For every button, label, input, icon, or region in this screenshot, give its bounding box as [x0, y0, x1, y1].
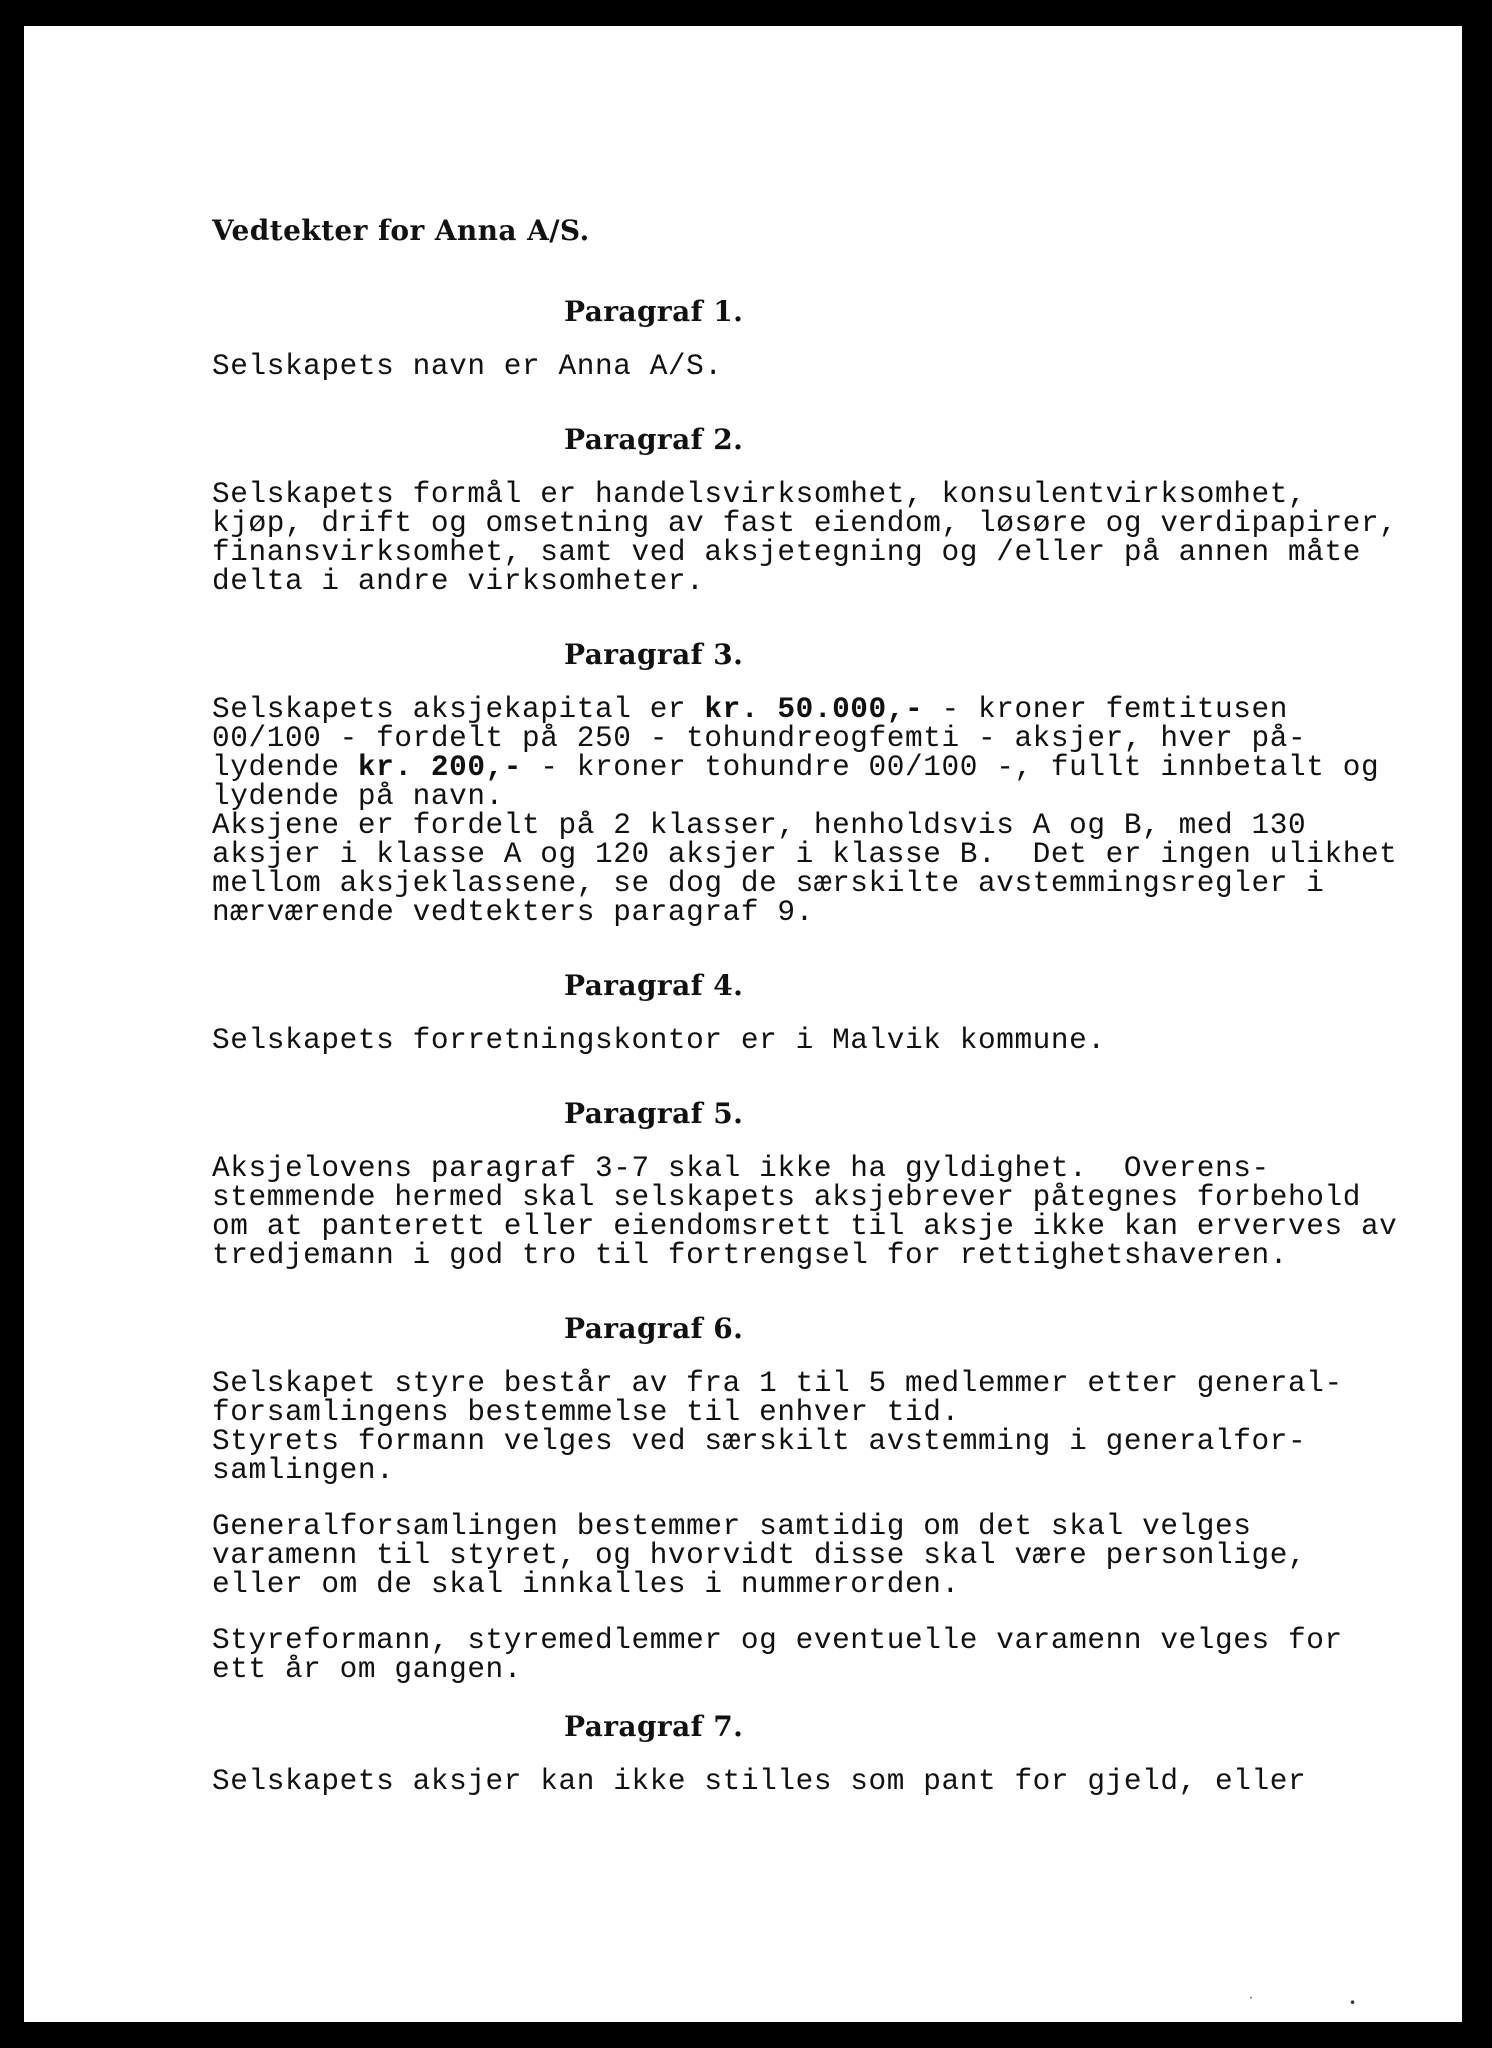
text-line: aksjer i klasse A og 120 aksjer i klasse B. Det er ingen ulikhet: [212, 838, 1398, 871]
blank-line: [212, 1485, 1392, 1512]
section-body-7: [212, 1767, 1392, 1796]
section-heading-7: Paragraf 7.: [564, 1710, 744, 1743]
document-page: [24, 26, 1462, 2022]
text-fragment: Selskapets aksjekapital er: [212, 693, 705, 726]
text-line: varamenn til styret, og hvorvidt disse skal være personlige,: [212, 1539, 1307, 1572]
text-line: delta i andre virksomheter.: [212, 565, 705, 598]
text-line: lydende på navn.: [212, 780, 504, 813]
text-line: Selskapets aksjer kan ikke stilles som pant for gjeld, eller: [212, 1765, 1307, 1798]
text-line: Aksjelovens paragraf 3-7 skal ikke ha gyldighet. Overens-: [212, 1152, 1270, 1185]
section-heading-5: Paragraf 5.: [564, 1097, 744, 1130]
text-line: stemmende hermed skal selskapets aksjebrever påtegnes forbehold: [212, 1181, 1361, 1214]
section-body-2: [212, 478, 1398, 598]
text-line: om at panterett eller eiendomsrett til aksje ikke kan erverves av: [212, 1210, 1398, 1243]
section-heading-1: Paragraf 1.: [564, 295, 744, 328]
scan-speck-icon: ·: [1249, 1991, 1253, 2005]
section-body-4: [212, 1026, 1392, 1055]
capital-amount: kr. 50.000,-: [704, 693, 924, 726]
document-body: [212, 214, 1398, 1840]
text-fragment: - kroner femtitusen: [923, 693, 1289, 726]
text-line: Selskapets formål er handelsvirksomhet, konsulentvirksomhet,: [212, 478, 1307, 511]
text-line: finansvirksomhet, samt ved aksjetegning og /eller på annen måte: [212, 536, 1361, 569]
section-heading-6: Paragraf 6.: [564, 1312, 744, 1345]
scan-speck-icon: •: [1349, 1996, 1357, 2010]
text-line: tredjemann i god tro til fortrengsel for rettighetshaveren.: [212, 1239, 1288, 1272]
text-line: Selskapet styre består av fra 1 til 5 medlemmer etter general-: [212, 1367, 1343, 1400]
text-line: Selskapets navn er Anna A/S.: [212, 350, 723, 383]
text-line: nærværende vedtekters paragraf 9.: [212, 896, 814, 929]
section-body-1: [212, 352, 1392, 381]
text-fragment: lydende: [212, 751, 358, 784]
text-line: Generalforsamlingen bestemmer samtidig om det skal velges: [212, 1510, 1252, 1543]
text-fragment: - kroner tohundre 00/100 -, fullt innbetalt og: [522, 751, 1380, 784]
text-line: [212, 753, 1392, 782]
text-line: kjøp, drift og omsetning av fast eiendom, løsøre og verdipapirer,: [212, 507, 1398, 540]
text-line: forsamlingens bestemmelse til enhver tid.: [212, 1396, 960, 1429]
text-line: mellom aksjeklassene, se dog de særskilte avstemmingsregler i: [212, 867, 1325, 900]
share-value: kr. 200,-: [357, 751, 523, 784]
text-line: 00/100 - fordelt på 250 - tohundreogfemti - aksjer, hver på-: [212, 722, 1307, 755]
section-body-6: [212, 1369, 1392, 1684]
section-body-5: [212, 1152, 1398, 1272]
text-line: Styreformann, styremedlemmer og eventuelle varamenn velges for: [212, 1624, 1343, 1657]
section-heading-3: Paragraf 3.: [564, 638, 744, 671]
blank-line: [212, 1599, 1392, 1626]
text-line: Selskapets forretningskontor er i Malvik kommune.: [212, 1024, 1106, 1057]
text-line: ett år om gangen.: [212, 1653, 523, 1686]
document-title: Vedtekter for Anna A/S.: [212, 214, 590, 247]
text-line: Aksjene er fordelt på 2 klasser, henholdsvis A og B, med 130: [212, 809, 1307, 842]
section-heading-2: Paragraf 2.: [564, 423, 744, 456]
section-heading-4: Paragraf 4.: [564, 969, 744, 1002]
text-line: samlingen.: [212, 1454, 395, 1487]
text-line: [212, 695, 1392, 724]
section-body-3: [212, 693, 1398, 929]
text-line: eller om de skal innkalles i nummerorden.: [212, 1568, 960, 1601]
text-line: Styrets formann velges ved særskilt avstemming i generalfor-: [212, 1425, 1307, 1458]
